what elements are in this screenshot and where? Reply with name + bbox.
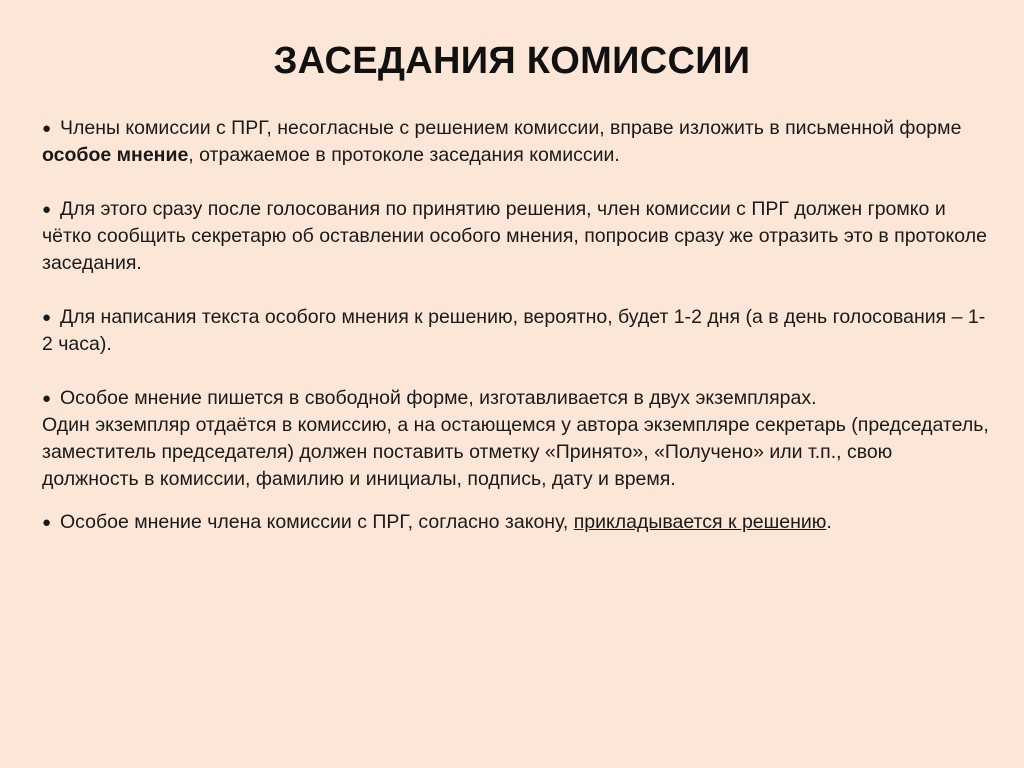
paragraph-5-underlined: прикладывается к решению: [573, 511, 827, 533]
paragraph-3: [42, 304, 992, 358]
paragraph-2: [42, 196, 992, 277]
paragraph-1-bold: особое мнение: [42, 144, 189, 166]
paragraph-4-line1: Особое мнение пишется в свободной форме, изготавливается в двух экземплярах.: [60, 387, 817, 409]
paragraph-5-text: Особое мнение члена комиссии с ПРГ, согласно закону,: [60, 511, 574, 533]
paragraph-2-text: Для этого сразу после голосования по принятию решения, член комиссии с ПРГ должен громко и чётко сообщить секретарю об оставлении особого мнения, попросив сразу же отразить это в протоколе заседания.: [42, 198, 987, 274]
paragraph-4-line2: Один экземпляр отдаётся в комиссию, а на остающемся у автора экземпляре секретарь (председатель, заместитель председателя) должен поставить отметку «Принято», «Получено» или т.п., свою должность в комиссии, фамилию и инициалы, подпись, дату и время.: [42, 414, 989, 490]
bullet-icon: ●: [42, 201, 52, 218]
paragraph-1: [42, 115, 992, 169]
paragraph-5: [42, 509, 992, 536]
bullet-icon: ●: [42, 514, 52, 531]
paragraph-4: [42, 385, 992, 493]
bullet-icon: ●: [42, 120, 52, 137]
paragraph-3-text: Для написания текста особого мнения к решению, вероятно, будет 1-2 дня (а в день голосования – 1-2 часа).: [42, 306, 986, 355]
slide-body: [42, 115, 992, 563]
bullet-icon: ●: [42, 309, 52, 326]
slide-title: ЗАСЕДАНИЯ КОМИССИИ: [273, 40, 751, 82]
paragraph-1-text: Члены комиссии с ПРГ, несогласные с решением комиссии, вправе изложить в письменной форме: [60, 117, 962, 139]
paragraph-5-tail: .: [826, 511, 832, 533]
bullet-icon: ●: [42, 390, 52, 407]
paragraph-1-tail: , отражаемое в протоколе заседания комиссии.: [188, 144, 620, 166]
